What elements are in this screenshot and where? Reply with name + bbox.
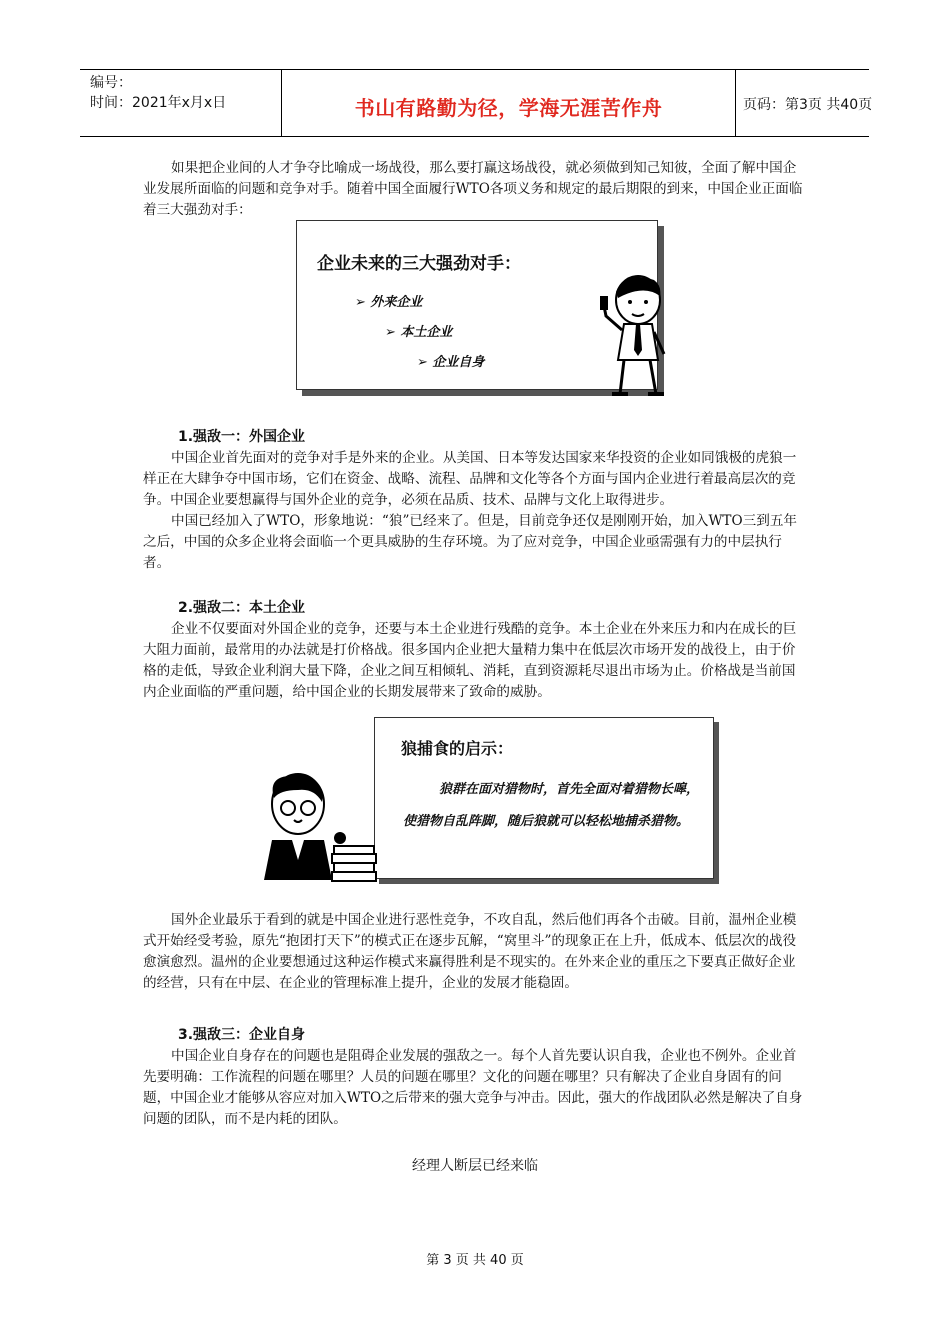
professor-illustration bbox=[258, 768, 378, 883]
section-wenzhou bbox=[143, 910, 806, 994]
intro-block bbox=[143, 158, 806, 221]
figure1-item: ➢ 外来企业 bbox=[355, 295, 423, 310]
header-motto-cell bbox=[281, 70, 736, 136]
section-local-enterprises bbox=[143, 598, 806, 703]
document-header bbox=[80, 69, 873, 137]
section1-heading: 1.强敌一：外国企业 bbox=[178, 429, 306, 445]
number-label: 编号： bbox=[90, 75, 132, 91]
figure1-item: ➢ 企业自身 bbox=[417, 355, 485, 370]
page-code: 页码：第3页 共40页 bbox=[743, 97, 873, 113]
header-left-cell bbox=[80, 70, 281, 136]
page-footer: 第 3 页 共 40 页 bbox=[426, 1253, 524, 1268]
section2b-paragraph: 国外企业最乐于看到的就是中国企业进行恶性竞争，不攻自乱，然后他们再各个击破。目前，温州企业模式开始经受考验，原先“抱团打天下”的模式正在逐步瓦解，“窝里斗”的现象正在上升，低成本、低层次的战役愈演愈烈。温州的企业要想通过这种运作模式来赢得胜利是不现实的。在外来企业的重压之下要真正做好企业的经营，只有在中层、在企业的管理标准上提升，企业的发展才能稳固。 bbox=[143, 912, 797, 991]
intro-paragraph: 如果把企业间的人才争夺比喻成一场战役，那么要打赢这场战役，就必须做到知己知彼，全面了解中国企业发展所面临的问题和竞争对手。随着中国全面履行WTO各项义务和规定的最后期限的到来，中国企业正面临着三大强劲对手： bbox=[143, 160, 803, 218]
section1-paragraph: 中国企业首先面对的竞争对手是外来的企业。从美国、日本等发达国家来华投资的企业如同饿极的虎狼一样正在大肆争夺中国市场，它们在资金、战略、流程、品牌和文化等各个方面与国内企业进行着最高层次的竞争。中国企业要想赢得与国外企业的竞争，必须在品质、技术、品牌与文化上取得进步。 bbox=[143, 450, 797, 508]
section2-heading: 2.强敌二：本土企业 bbox=[178, 600, 306, 616]
next-section-caption: 经理人断层已经来临 bbox=[412, 1158, 538, 1174]
motto: 书山有路勤为径，学海无涯苦作舟 bbox=[354, 96, 663, 120]
figure1-title: 企业未来的三大强劲对手： bbox=[317, 254, 521, 274]
section1-paragraph: 中国已经加入了WTO，形象地说：“狼”已经来了。但是，目前竞争还仅是刚刚开始，加入WTO三到五年之后，中国的众多企业将会面临一个更具威胁的生存环境。为了应对竞争，中国企业亟需强有力的中层执行者。 bbox=[143, 513, 798, 571]
section3-paragraph: 中国企业自身存在的问题也是阻碍企业发展的强敌之一。每个人首先要认识自我，企业也不例外。企业首先要明确：工作流程的问题在哪里？人员的问题在哪里？文化的问题在哪里？只有解决了企业自身固有的问题，中国企业才能够从容应对加入WTO之后带来的强大竞争与冲击。因此，强大的作战团队必然是解决了自身问题的团队，而不是内耗的团队。 bbox=[143, 1048, 803, 1127]
section2-paragraph: 企业不仅要面对外国企业的竞争，还要与本土企业进行残酷的竞争。本土企业在外来压力和内在成长的巨大阻力面前，最常用的办法就是打价格战。很多国内企业把大量精力集中在低层次市场开发的战役上，由于价格的走低，导致企业利润大量下降，企业之间互相倾轧、消耗，直到资源耗尽退出市场为止。价格战是当前国内企业面临的严重问题，给中国企业的长期发展带来了致命的威胁。 bbox=[143, 621, 797, 700]
figure2-title: 狼捕食的启示： bbox=[401, 739, 514, 758]
header-right-cell bbox=[735, 70, 873, 136]
figure2-body: 狼群在面对猎物时，首先全面对着猎物长嗥，使猎物自乱阵脚，随后狼就可以轻松地捕杀猎物。 bbox=[403, 782, 700, 829]
section-foreign-enterprises bbox=[143, 427, 806, 574]
businessman-illustration bbox=[594, 270, 674, 400]
figure1-item: ➢ 本土企业 bbox=[385, 325, 453, 340]
date-label: 时间：2021年x月x日 bbox=[90, 95, 227, 111]
figure-wolf-lesson bbox=[374, 717, 714, 879]
section-self bbox=[143, 1025, 806, 1130]
section3-heading: 3.强敌三：企业自身 bbox=[178, 1027, 306, 1043]
